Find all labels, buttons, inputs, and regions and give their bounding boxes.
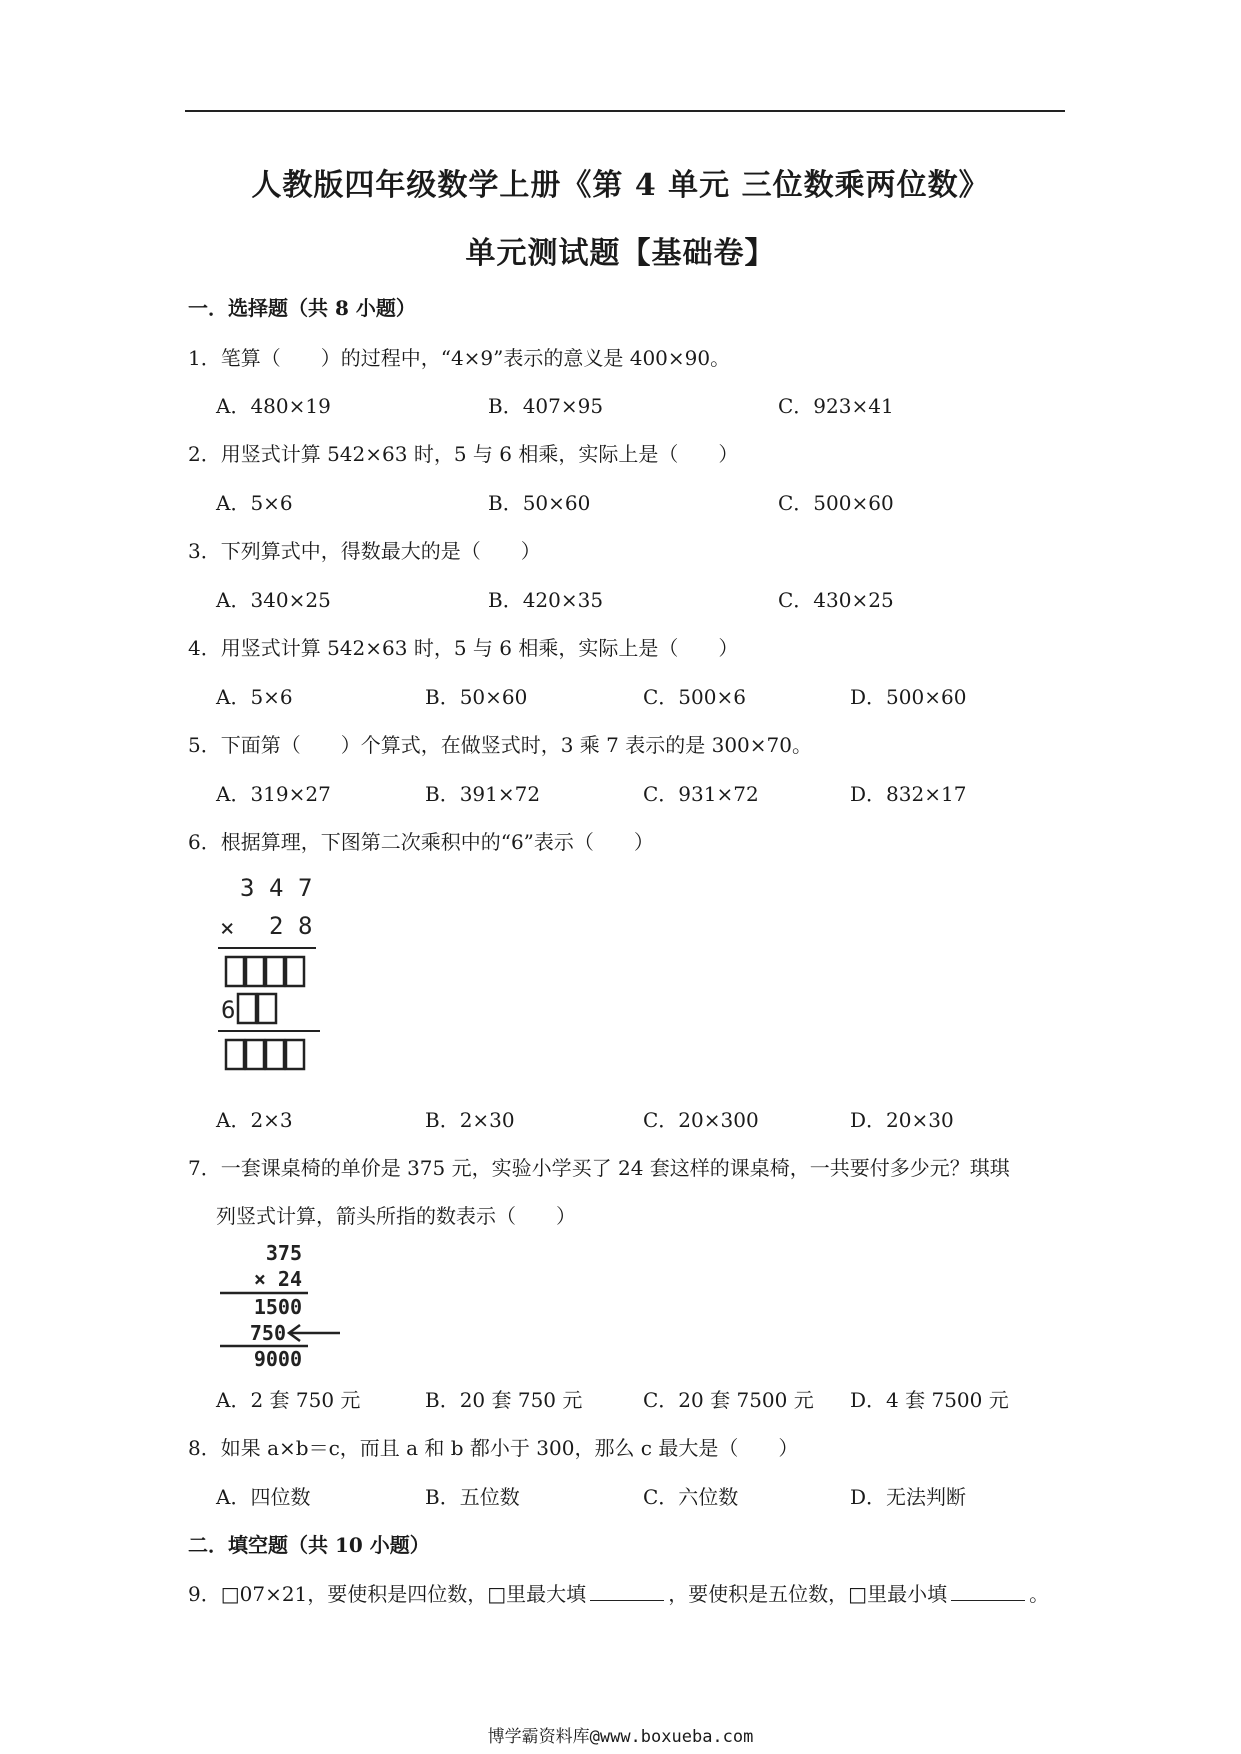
q9-blank-2 bbox=[951, 1582, 1025, 1601]
vertical-multiplication-figure-6 bbox=[218, 868, 328, 1083]
q9-text-2: ，要使积是五位数，□里最小填 bbox=[668, 1582, 948, 1606]
fig6-digit-r2c3: 8 bbox=[298, 912, 313, 940]
q3-option-b: B．420×35 bbox=[488, 588, 604, 612]
fig6-digit-six: 6 bbox=[221, 996, 236, 1024]
fig6-digit-r1c1: 3 bbox=[240, 874, 255, 902]
question-9 bbox=[188, 1578, 1049, 1607]
question-6: 6．根据算理，下图第二次乘积中的“6”表示（ ） bbox=[188, 830, 654, 854]
fig7-line-5: 9000 bbox=[253, 1347, 302, 1371]
fig6-box bbox=[286, 1040, 304, 1069]
q2-option-a: A．5×6 bbox=[216, 491, 293, 515]
fig6-digit-r1c3: 7 bbox=[298, 874, 313, 902]
question-5: 5．下面第（ ）个算式，在做竖式时，3 乘 7 表示的是 300×70。 bbox=[188, 733, 812, 757]
fig7-line-2: × 24 bbox=[253, 1267, 302, 1291]
q6-option-b: B．2×30 bbox=[425, 1108, 515, 1132]
q7-option-d: D．4 套 7500 元 bbox=[850, 1388, 1009, 1412]
question-7-line-2: 列竖式计算，箭头所指的数表示（ ） bbox=[216, 1204, 576, 1228]
q9-blank-1 bbox=[590, 1582, 664, 1601]
q7-option-c: C．20 套 7500 元 bbox=[643, 1388, 814, 1412]
q4-option-c: C．500×6 bbox=[643, 685, 746, 709]
q7-option-a: A．2 套 750 元 bbox=[216, 1388, 361, 1412]
question-2: 2．用竖式计算 542×63 时，5 与 6 相乘，实际上是（ ） bbox=[188, 442, 739, 466]
q4-option-a: A．5×6 bbox=[216, 685, 293, 709]
fig6-box bbox=[266, 957, 284, 986]
fig6-box bbox=[246, 957, 264, 986]
page-subtitle: 单元测试题【基础卷】 bbox=[465, 236, 776, 271]
q9-text-3: 。 bbox=[1029, 1582, 1050, 1606]
fig6-times-sign: × bbox=[220, 914, 235, 942]
q4-option-d: D．500×60 bbox=[850, 685, 967, 709]
question-8: 8．如果 a×b＝c，而且 a 和 b 都小于 300，那么 c 最大是（ ） bbox=[188, 1436, 799, 1460]
q5-option-d: D．832×17 bbox=[850, 782, 967, 806]
header-rule bbox=[185, 110, 1065, 112]
fig6-box bbox=[226, 957, 244, 986]
q2-option-c: C．500×60 bbox=[778, 491, 894, 515]
q6-option-a: A．2×3 bbox=[216, 1108, 293, 1132]
q3-option-c: C．430×25 bbox=[778, 588, 894, 612]
q8-option-c: C．六位数 bbox=[643, 1485, 739, 1509]
fig6-box bbox=[246, 1040, 264, 1069]
q6-option-d: D．20×30 bbox=[850, 1108, 954, 1132]
q8-option-b: B．五位数 bbox=[425, 1485, 520, 1509]
fig6-box bbox=[226, 1040, 244, 1069]
q2-option-b: B．50×60 bbox=[488, 491, 591, 515]
page-title: 人教版四年级数学上册《第 4 单元 三位数乘两位数》 bbox=[251, 168, 990, 203]
q5-option-c: C．931×72 bbox=[643, 782, 759, 806]
q7-option-b: B．20 套 750 元 bbox=[425, 1388, 583, 1412]
section-heading-choice: 一．选择题（共 8 小题） bbox=[188, 296, 416, 320]
footer-watermark: 博学霸资料库@www.boxueba.com bbox=[487, 1727, 754, 1747]
question-3: 3．下列算式中，得数最大的是（ ） bbox=[188, 539, 541, 563]
section-heading-fill: 二．填空题（共 10 小题） bbox=[188, 1533, 430, 1557]
fig7-line-4: 750 bbox=[249, 1321, 286, 1345]
question-7-line-1: 7．一套课桌椅的单价是 375 元，实验小学买了 24 套这样的课桌椅，一共要付多少元？琪琪 bbox=[188, 1156, 1010, 1180]
q3-option-a: A．340×25 bbox=[216, 588, 331, 612]
fig6-box bbox=[238, 994, 256, 1023]
q4-option-b: B．50×60 bbox=[425, 685, 528, 709]
q1-option-a: A．480×19 bbox=[216, 394, 331, 418]
question-1: 1．笔算（ ）的过程中，“4×9”表示的意义是 400×90。 bbox=[188, 346, 731, 370]
q6-option-c: C．20×300 bbox=[643, 1108, 759, 1132]
fig6-box bbox=[266, 1040, 284, 1069]
q5-option-a: A．319×27 bbox=[216, 782, 331, 806]
q5-option-b: B．391×72 bbox=[425, 782, 541, 806]
vertical-multiplication-figure-7 bbox=[216, 1238, 346, 1378]
fig6-digit-r2c2: 2 bbox=[269, 912, 284, 940]
q1-option-b: B．407×95 bbox=[488, 394, 604, 418]
q8-option-a: A．四位数 bbox=[216, 1485, 311, 1509]
q9-text-1: 9．□07×21，要使积是四位数，□里最大填 bbox=[188, 1582, 587, 1606]
q1-option-c: C．923×41 bbox=[778, 394, 894, 418]
arrow-icon bbox=[289, 1325, 340, 1341]
fig6-digit-r1c2: 4 bbox=[269, 874, 284, 902]
fig7-line-1: 375 bbox=[265, 1241, 302, 1265]
fig6-box bbox=[258, 994, 276, 1023]
q8-option-d: D．无法判断 bbox=[850, 1485, 967, 1509]
fig6-box bbox=[286, 957, 304, 986]
question-4: 4．用竖式计算 542×63 时，5 与 6 相乘，实际上是（ ） bbox=[188, 636, 739, 660]
fig7-line-3: 1500 bbox=[253, 1295, 302, 1319]
